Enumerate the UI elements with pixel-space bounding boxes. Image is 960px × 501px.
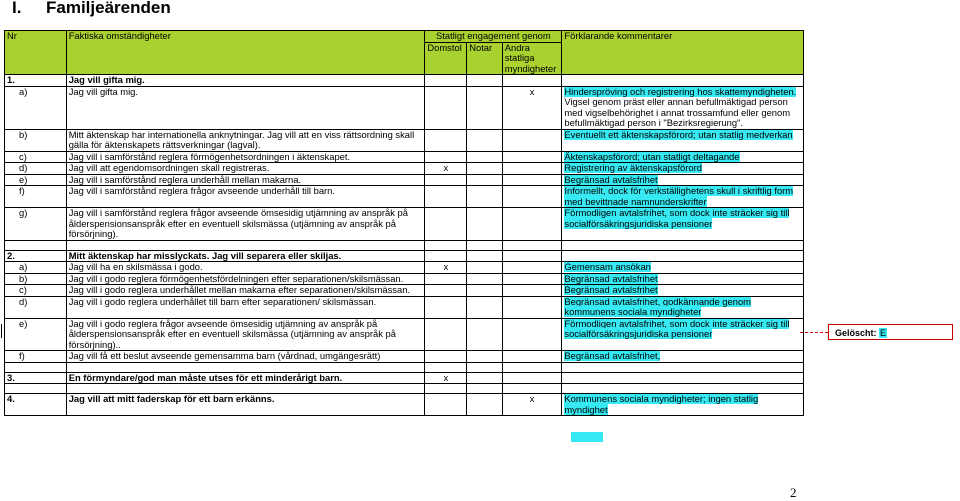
row-comment: Begränsad avtalsfrihet [562,273,804,285]
section-title: Jag vill att mitt faderskap för ett barn erkänns. [66,394,425,416]
table-row [5,163,804,175]
row-nr: b) [5,273,67,285]
header-court: Domstol [425,42,467,75]
section-row [5,394,804,416]
row-comment: Gemensam ansökan [562,262,804,274]
state-mark: x [425,262,467,274]
table-row [5,151,804,163]
state-mark: x [425,372,467,384]
header-state: Statligt engagement genom [425,31,562,43]
row-nr: f) [5,351,67,363]
spacer-row [5,362,804,372]
state-mark: x [502,86,562,129]
section-row [5,75,804,87]
row-text: Jag vill få ett beslut avseende gemensamma barn (vårdnad, umgängesrätt) [66,351,425,363]
deleted-comment-balloon[interactable] [828,324,953,340]
row-nr: g) [5,208,67,241]
section-title: En förmyndare/god man måste utses för ett minderårigt barn. [66,372,425,384]
row-text: Jag vill att egendomsordningen skall registreras. [66,163,425,175]
row-text: Jag vill i samförstånd reglera underhåll mellan makarna. [66,174,425,186]
row-comment: Eventuellt ett äktenskapsförord; utan statlig medverkan [562,129,804,151]
header-nr: Nr [5,31,67,75]
row-nr: f) [5,186,67,208]
comment-connector [800,332,828,333]
deleted-value: E [880,328,887,338]
section-number: 2. [5,250,67,262]
section-title: Mitt äktenskap har misslyckats. Jag vill separera eller skiljas. [66,250,425,262]
table-row [5,86,804,129]
header-comments: Förklarande kommentarer [562,31,804,75]
page-number: 2 [790,485,797,500]
row-comment: Förmodligen avtalsfrihet, som dock inte sträcker sig till socialförsäkringsjuridiska pensioner [562,208,804,241]
page-heading [12,0,171,18]
table-row [5,318,804,351]
table-row [5,285,804,297]
row-comment: Kommunens sociala myndigheter; ingen statlig myndighet [562,394,804,416]
row-text: Jag vill i godo reglera förmögenhetsfördelningen efter separationen/skilsmässan. [66,273,425,285]
row-comment: Äktenskapsförord; utan statligt deltagande [562,151,804,163]
row-nr: a) [5,262,67,274]
row-comment: Begränsad avtalsfrihet [562,174,804,186]
deleted-label: Gelöscht: [835,328,877,338]
section-number: 3. [5,372,67,384]
table-row [5,208,804,241]
row-comment: Begränsad avtalsfrihet, godkännande genom kommunens sociala myndigheter [562,296,804,318]
row-text: Jag vill ha en skilsmässa i godo. [66,262,425,274]
row-nr: c) [5,151,67,163]
table-row [5,262,804,274]
row-text: Jag vill gifta mig. [66,86,425,129]
header-notary: Notar [467,42,503,75]
table-header-row [5,31,804,43]
row-nr: e) [5,174,67,186]
row-text: Jag vill i samförstånd reglera frågor avseende underhåll till barn. [66,186,425,208]
row-comment: Begränsad avtalsfrihet [562,285,804,297]
section-number: 4. [5,394,67,416]
state-mark: x [425,163,467,175]
row-comment: Informellt, dock för verkställighetens skull i skriftlig form med bevittnade namnunderskrifter [562,186,804,208]
highlight-block [571,432,603,442]
spacer-row [5,384,804,394]
row-text: Jag vill i godo reglera underhållet mellan makarna efter separationen/skilsmässan. [66,285,425,297]
section-row [5,372,804,384]
row-nr: e) [5,318,67,351]
heading-title: Familjeärenden [46,0,171,17]
section-title: Jag vill gifta mig. [66,75,425,87]
row-text: Jag vill i samförstånd reglera förmögenhetsordningen i äktenskapet. [66,151,425,163]
table-row [5,273,804,285]
row-comment: Begränsad avtalsfrihet, [562,351,804,363]
table-row [5,174,804,186]
row-nr: d) [5,163,67,175]
table-row [5,351,804,363]
state-mark: x [502,394,562,416]
table-row [5,296,804,318]
family-matters-table [4,30,804,416]
change-bar [1,324,2,338]
spacer-row [5,240,804,250]
section-number: 1. [5,75,67,87]
heading-number: I. [12,0,22,17]
section-row [5,250,804,262]
row-nr: b) [5,129,67,151]
row-text: Jag vill i samförstånd reglera frågor avseende ömsesidig utjämning av anspråk på ålderspensionsanspråk efter en eventuell skilsmässa (utjämning av anspråk på försörjning). [66,208,425,241]
header-facts: Faktiska omständigheter [66,31,425,75]
header-other: Andra statliga myndigheter [502,42,562,75]
row-comment: Förmodligen avtalsfrihet, som dock inte sträcker sig till socialförsäkringsjuridiska pensioner [562,318,804,351]
row-nr: c) [5,285,67,297]
row-text: Mitt äktenskap har internationella anknytningar. Jag vill att en viss rättsordning skall gälla för äktenskapets rättsverkningar (lagval). [66,129,425,151]
row-comment: Registrering av äktenskapsförord [562,163,804,175]
table-row [5,129,804,151]
row-text: Jag vill i godo reglera underhållet till barn efter separationen/ skilsmässan. [66,296,425,318]
row-text: Jag vill i godo reglera frågor avseende ömsesidig utjämning av anspråk på ålderspensionsanspråk efter en eventuell skilsmässa (utjämning av anspråk på försörjning).. [66,318,425,351]
table-row [5,186,804,208]
row-nr: a) [5,86,67,129]
row-comment [562,372,804,384]
row-comment: Hinderspröving och registrering hos skattemyndigheten. Vigsel genom präst eller annan befullmäktigad person med vigselbehörighet i annat trossamfund eller genom befullmäktigad person i "Bezirksregierung". [562,86,804,129]
row-nr: d) [5,296,67,318]
